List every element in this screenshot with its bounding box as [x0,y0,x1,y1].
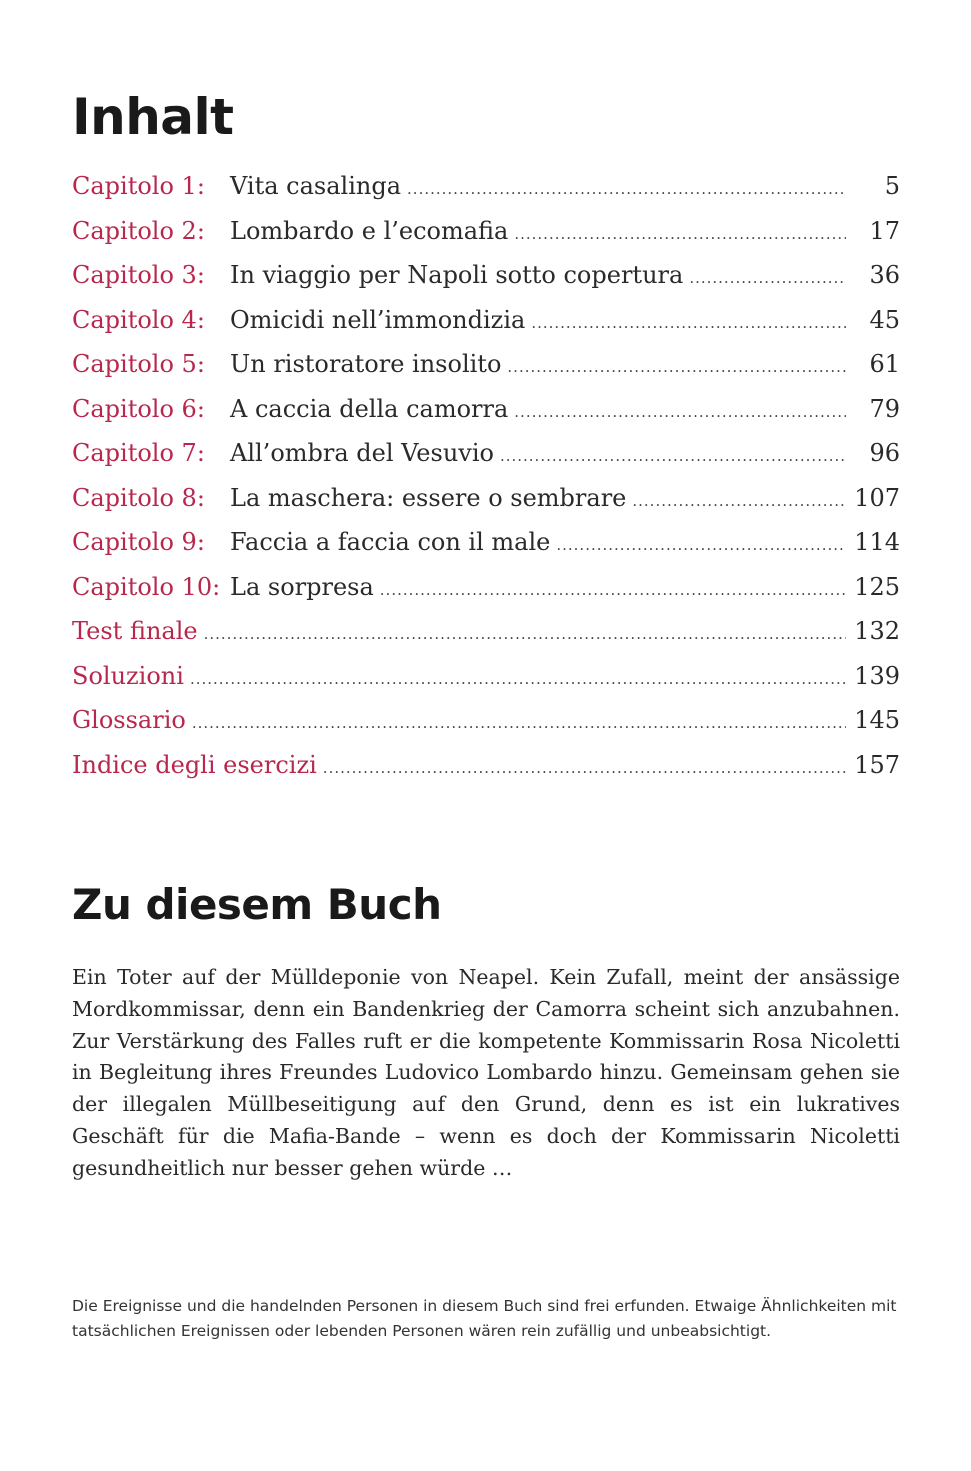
toc-entry-title: Omicidi nell’immondizia [230,305,526,334]
toc-entry-label: Capitolo 2: [72,216,205,245]
toc-entry-chapter-6[interactable] [72,387,900,432]
about-heading: Zu diesem Buch [72,880,442,929]
toc-entry-label: Capitolo 1: [72,172,205,200]
dot-leader [407,167,846,212]
toc-entry-indice[interactable] [72,743,900,788]
toc-entry-page: 36 [869,261,900,289]
dot-leader [500,434,846,479]
toc-entry-label: Capitolo 10: [72,572,221,601]
dot-leader [323,746,846,791]
toc-entry-chapter-9[interactable] [72,520,900,565]
toc-entry-title: La maschera: essere o sembrare [230,483,627,512]
toc-entry-page: 79 [869,394,900,423]
toc-entry-label: Capitolo 8: [72,483,205,512]
toc-entry-label: Indice degli esercizi [72,750,317,779]
toc-entry-label: Glossario [72,706,186,734]
dot-leader [192,701,846,746]
toc-entry-title: Vita casalinga [230,172,402,200]
toc-entry-chapter-1[interactable] [72,164,900,209]
dot-leader [632,479,846,524]
toc-entry-page: 96 [869,439,900,467]
dot-leader [380,568,846,613]
dot-leader [190,657,846,702]
toc-heading: Inhalt [72,88,234,146]
toc-entry-page: 45 [869,305,900,334]
toc-entry-test-finale[interactable] [72,609,900,654]
toc-entry-title: La sorpresa [230,572,374,601]
toc-entry-title: In viaggio per Napoli sotto copertura [230,261,684,289]
toc-entry-page: 125 [854,572,900,601]
dot-leader [204,612,846,657]
toc-entry-chapter-8[interactable] [72,476,900,521]
dot-leader [514,212,846,257]
toc-entry-title: Faccia a faccia con il male [230,528,551,556]
toc-entry-page: 17 [869,216,900,245]
toc-entry-label: Test finale [72,617,198,645]
toc-entry-page: 145 [854,706,900,734]
toc-entry-chapter-10[interactable] [72,565,900,610]
dot-leader [507,345,846,390]
toc-entry-label: Capitolo 4: [72,305,205,334]
toc-entry-label: Soluzioni [72,661,184,690]
dot-leader [689,256,846,301]
toc-entry-page: 5 [884,172,900,200]
toc-entry-page: 132 [854,617,900,645]
table-of-contents [72,164,900,787]
toc-entry-soluzioni[interactable] [72,654,900,699]
toc-entry-label: Capitolo 9: [72,528,205,556]
toc-entry-page: 139 [854,661,900,690]
toc-entry-chapter-5[interactable] [72,342,900,387]
toc-entry-page: 157 [854,750,900,779]
toc-entry-label: Capitolo 7: [72,439,205,467]
toc-entry-title: All’ombra del Vesuvio [230,439,494,467]
toc-entry-chapter-4[interactable] [72,298,900,343]
dot-leader [531,301,846,346]
dot-leader [514,390,846,435]
disclaimer-text: Die Ereignisse und die handelnden Personen in diesem Buch sind frei erfunden. Etwaige Ähnlichkeiten mit tatsächlichen Ereignissen oder lebenden Personen wären rein zufällig und unbeabsichtigt. [72,1297,897,1340]
toc-entry-glossario[interactable] [72,698,900,743]
toc-entry-page: 114 [854,528,900,556]
toc-entry-chapter-7[interactable] [72,431,900,476]
toc-entry-chapter-3[interactable] [72,253,900,298]
toc-entry-chapter-2[interactable] [72,209,900,254]
toc-entry-title: Un ristoratore insolito [230,350,502,378]
toc-entry-label: Capitolo 6: [72,394,205,423]
dot-leader [556,523,846,568]
toc-entry-label: Capitolo 5: [72,350,205,378]
toc-entry-page: 107 [854,483,900,512]
toc-entry-title: Lombardo e l’ecomafia [230,216,509,245]
toc-entry-page: 61 [869,350,900,378]
about-text: Ein Toter auf der Mülldeponie von Neapel. Kein Zufall, meint der ansässige Mordkommissar, denn ein Bandenkrieg der Camorra scheint sich anzubahnen. Zur Verstärkung des Falles ruft er die kompetente Kommissarin Rosa Nicoletti in Begleitung ihres Freundes Ludovico Lombardo hinzu. Gemeinsam gehen sie der illegalen Müllbeseitigung auf den Grund, denn es ist ein lukratives Geschäft für die Mafia-Bande – wenn es doch der Kommissarin Nicoletti gesundheitlich nur besser gehen würde … [72,965,900,1180]
toc-entry-title: A caccia della camorra [230,394,509,423]
toc-entry-label: Capitolo 3: [72,261,205,289]
